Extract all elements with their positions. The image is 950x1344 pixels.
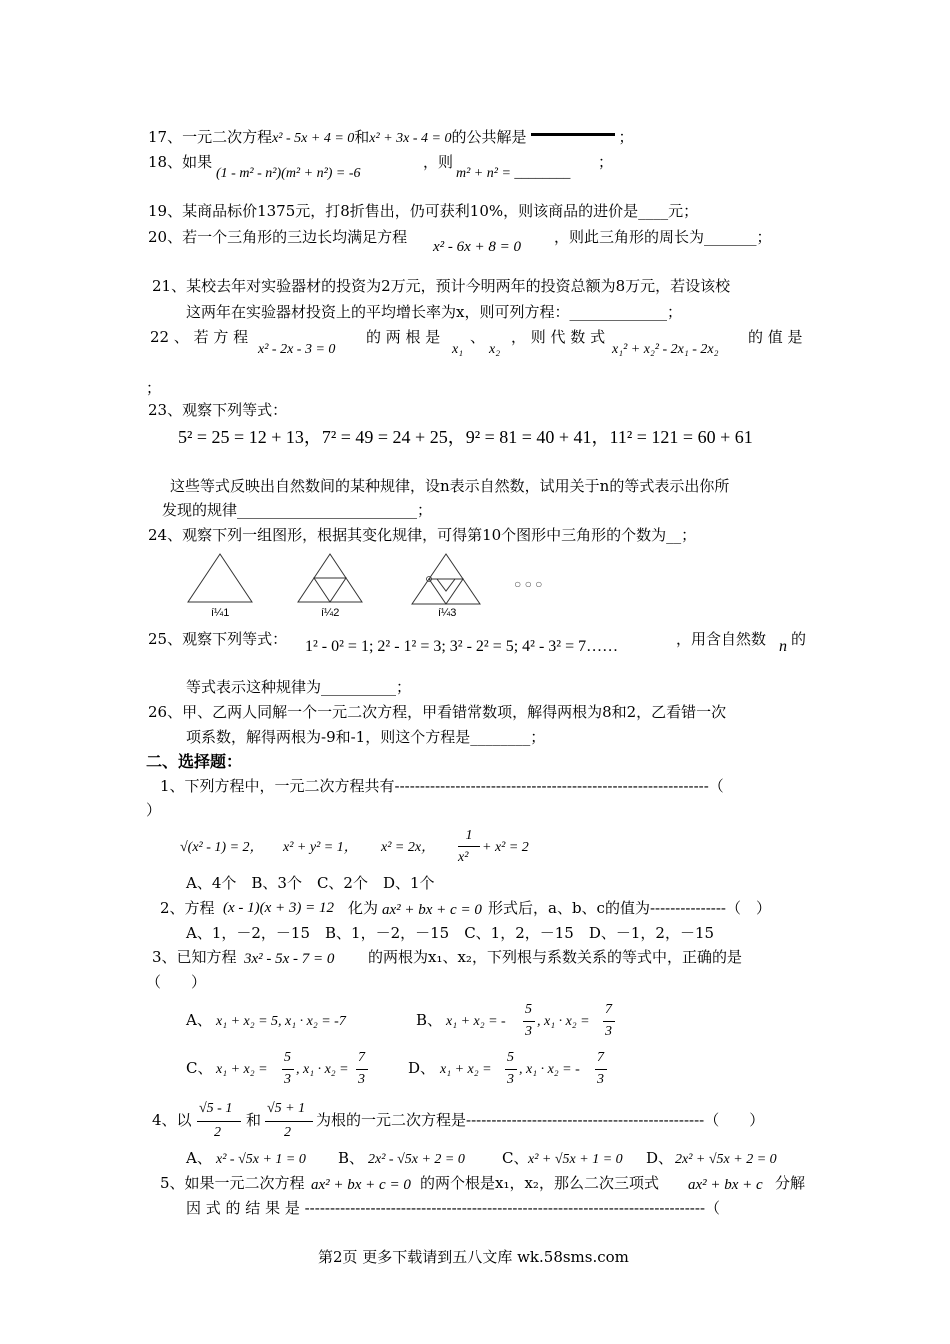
c3-c-f1-den: 3 bbox=[284, 1072, 291, 1087]
q22-expr: x₁² + x₂² - 2x₁ - 2x₂ bbox=[612, 342, 719, 357]
c3-option-d-label[interactable]: D、 bbox=[408, 1059, 436, 1077]
choice-3: 3、已知方程 bbox=[152, 948, 237, 966]
choice-1: 1、下列方程中，一元二次方程共有--------------------------------------------------------------（ bbox=[160, 777, 724, 795]
c2-options: A、1，－2，－15 B、1，－2，－15 C、1，2，－15 D、－1，2，－15 bbox=[186, 924, 715, 942]
c3-c-f2-num: 7 bbox=[358, 1050, 365, 1065]
section-choice-title: 二、选择题： bbox=[146, 752, 243, 771]
c4-f2-bar bbox=[265, 1121, 313, 1122]
c4-f1-num: √5 - 1 bbox=[199, 1101, 233, 1116]
c3-end: 的两根为x₁、x₂，下列根与系数关系的等式中，正确的是 bbox=[368, 948, 742, 966]
choice-1-close: ） bbox=[146, 801, 162, 819]
c4-option-c-label[interactable]: C、 bbox=[502, 1149, 529, 1167]
q20-end: ，则此三角形的周长为_______； bbox=[554, 228, 772, 246]
q25-end2: 的 bbox=[791, 630, 807, 648]
c4-option-b-label[interactable]: B、 bbox=[338, 1149, 365, 1167]
c3-d-f1-num: 5 bbox=[507, 1050, 514, 1065]
q20-eq: x² - 6x + 8 = 0 bbox=[433, 239, 522, 255]
c3-b-f1-den: 3 bbox=[525, 1024, 532, 1039]
c3-option-c-mid: , x₁ · x₂ = bbox=[296, 1062, 349, 1077]
page-footer: 第2页 更多下载请到五八文库 wk.58sms.com bbox=[318, 1248, 629, 1266]
c3-c-f1-num: 5 bbox=[284, 1050, 291, 1065]
c3-d-f2-den: 3 bbox=[597, 1072, 604, 1087]
q22-root1: x₁ bbox=[452, 342, 464, 357]
q22-eq: x² - 2x - 3 = 0 bbox=[258, 342, 336, 357]
question-23: 23、观察下列等式： bbox=[148, 401, 288, 419]
choice-5: 5、如果一元二次方程 bbox=[160, 1174, 305, 1192]
q17-answer-blank[interactable] bbox=[531, 133, 615, 136]
choice-4: 4、以 bbox=[152, 1111, 192, 1129]
question-18 bbox=[148, 152, 212, 172]
q17-tail: ； bbox=[618, 128, 634, 146]
fig3-label: í¼3 bbox=[438, 607, 457, 619]
c2-form: ax² + bx + c = 0 bbox=[382, 902, 482, 918]
c2-mid: 化为 bbox=[348, 899, 379, 917]
c3-option-c-label[interactable]: C、 bbox=[186, 1059, 213, 1077]
c3-d-f2-num: 7 bbox=[597, 1050, 604, 1065]
c5-eq: ax² + bx + c = 0 bbox=[311, 1177, 411, 1193]
q17-end: 的公共解是 bbox=[451, 128, 527, 146]
c3-d-f1-den: 3 bbox=[507, 1072, 514, 1087]
q18-mid: ，则 bbox=[423, 153, 454, 171]
q23-equations: 5² = 25 = 12 + 13，7² = 49 = 24 + 25，9² = 81 = 40 + 41，11² = 121 = 60 + 61 bbox=[178, 427, 753, 447]
q18-text: 18、如果 bbox=[148, 153, 213, 171]
q25-equations: 1² - 0² = 1; 2² - 1² = 3; 3² - 2² = 5; 4² - 3² = 7…… bbox=[305, 638, 619, 655]
c3-option-b-label[interactable]: B、 bbox=[416, 1011, 443, 1029]
question-21-line2: 这两年在实验器材投资上的平均增长率为x，则可列方程：_____________； bbox=[186, 303, 682, 321]
fig2-inner-triangle bbox=[314, 578, 346, 602]
fig3-small-triangle bbox=[437, 579, 455, 591]
q17-text: 17、一元二次方程 bbox=[148, 128, 273, 146]
q17-eq1: x² - 5x + 4 = 0 bbox=[272, 131, 355, 146]
choice-2: 2、方程 bbox=[160, 899, 215, 917]
q18-tail: ； bbox=[598, 153, 614, 171]
c4-end: 为根的一元二次方程是-----------------------------------------------（ ） bbox=[316, 1111, 765, 1129]
continuation-dots: ○ ○ ○ bbox=[514, 577, 543, 591]
c1-options: A、4个 B、3个 C、2个 D、1个 bbox=[186, 874, 435, 892]
q17-eq2: x² + 3x - 4 = 0 bbox=[369, 131, 452, 146]
c3-paren: （ ） bbox=[146, 973, 207, 991]
c1-frac-bar bbox=[458, 846, 480, 847]
q24-triangle-figures bbox=[180, 550, 570, 622]
q23-line2: 这些等式反映出自然数间的某种规律，设n表示自然数，试用关于n的等式表示出你所 bbox=[170, 477, 730, 495]
fig1-triangle bbox=[188, 554, 252, 602]
c1-frac-den: x² bbox=[458, 850, 469, 865]
question-24: 24、观察下列一组图形，根据其变化规律，可得第10个图形中三角形的个数为__； bbox=[148, 526, 697, 544]
c3-option-d-mid: , x₁ · x₂ = - bbox=[519, 1062, 580, 1077]
c3-option-b-pre: x₁ + x₂ = - bbox=[446, 1014, 506, 1029]
q17-mid: 和 bbox=[354, 128, 370, 146]
fig2-label: í¼2 bbox=[321, 607, 340, 619]
c3-option-d-pre: x₁ + x₂ = bbox=[440, 1062, 492, 1077]
c3-option-b-mid: , x₁ · x₂ = bbox=[537, 1014, 590, 1029]
q18-eq: (1 - m² - n²)(m² + n²) = -6 bbox=[216, 166, 361, 181]
c4-f2-den: 2 bbox=[284, 1125, 291, 1140]
c1-eq2: x² + y² = 1， bbox=[283, 840, 358, 855]
c4-f1-den: 2 bbox=[214, 1125, 221, 1140]
c4-f1-bar bbox=[197, 1121, 241, 1122]
q25-n: n bbox=[779, 638, 787, 655]
c4-option-d-eq: 2x² + √5x + 2 = 0 bbox=[675, 1152, 777, 1167]
q22-mid: 的 两 根 是 bbox=[366, 328, 441, 346]
c5-expr: ax² + bx + c bbox=[688, 1177, 763, 1193]
q22-root2: x₂ bbox=[489, 342, 501, 357]
question-20: 20、若一个三角形的三边长均满足方程 bbox=[148, 228, 408, 246]
c1-frac-num: 1 bbox=[465, 828, 473, 843]
c3-b-f2-den: 3 bbox=[605, 1024, 612, 1039]
question-25: 25、观察下列等式： bbox=[148, 630, 288, 648]
c1-eq3: x² = 2x， bbox=[381, 840, 436, 855]
q22-end: 的 值 是 bbox=[748, 328, 803, 346]
c3-option-a-label[interactable]: A、 bbox=[186, 1011, 212, 1029]
c1-frac-rest: + x² = 2 bbox=[482, 840, 529, 855]
c4-f2-num: √5 + 1 bbox=[267, 1101, 306, 1116]
c1-eq1: √(x² - 1) = 2， bbox=[180, 840, 264, 855]
c5-mid: 的两个根是x₁，x₂，那么二次三项式 bbox=[420, 1174, 659, 1192]
question-17 bbox=[148, 127, 634, 149]
q23-line3[interactable]: 发现的规律________________________； bbox=[162, 501, 433, 519]
c4-option-a-eq: x² - √5x + 1 = 0 bbox=[216, 1152, 306, 1167]
c5-line2: 因 式 的 结 果 是 -------------------------------------------------------------------------------（ bbox=[186, 1199, 721, 1217]
c3-option-c-pre: x₁ + x₂ = bbox=[216, 1062, 268, 1077]
question-26-line2[interactable]: 项系数，解得两根为-9和-1，则这个方程是________； bbox=[186, 728, 546, 746]
c3-b-f2-num: 7 bbox=[605, 1002, 612, 1017]
q22-tail: ； bbox=[146, 379, 162, 397]
c3-option-a-eq: x₁ + x₂ = 5, x₁ · x₂ = -7 bbox=[216, 1014, 346, 1029]
q22-sep: 、 bbox=[470, 328, 486, 346]
q22-mid2: ， 则 代 数 式 bbox=[511, 328, 606, 346]
c4-option-d-label[interactable]: D、 bbox=[646, 1149, 674, 1167]
q25-line2[interactable]: 等式表示这种规律为__________； bbox=[186, 678, 412, 696]
c4-option-a-label[interactable]: A、 bbox=[186, 1149, 212, 1167]
c2-end: 形式后，a、b、c的值为---------------（ ） bbox=[488, 899, 771, 917]
fig1-label: í¼1 bbox=[211, 607, 230, 619]
c3-b-f1-num: 5 bbox=[525, 1002, 532, 1017]
c3-eq: 3x² - 5x - 7 = 0 bbox=[244, 951, 335, 967]
q25-end: ，用含自然数 bbox=[676, 630, 767, 648]
c3-c-f2-den: 3 bbox=[358, 1072, 365, 1087]
q22-text: 22 、 若 方 程 bbox=[150, 328, 249, 346]
c4-option-c-eq: x² + √5x + 1 = 0 bbox=[528, 1152, 623, 1167]
c4-option-b-eq: 2x² - √5x + 2 = 0 bbox=[368, 1152, 465, 1167]
q18-ask[interactable]: m² + n² = ________ bbox=[456, 166, 571, 181]
c5-end: 分解 bbox=[775, 1174, 806, 1192]
question-26-line1: 26、甲、乙两人同解一个一元二次方程，甲看错常数项，解得两根为8和2，乙看错一次 bbox=[148, 703, 727, 721]
c2-eq: (x - 1)(x + 3) = 12 bbox=[223, 900, 335, 916]
c4-mid: 和 bbox=[246, 1111, 262, 1129]
question-21-line1: 21、某校去年对实验器材的投资为2万元，预计今明两年的投资总额为8万元，若设该校 bbox=[152, 277, 731, 295]
question-19: 19、某商品标价1375元，打8折售出，仍可获利10%，则该商品的进价是____元； bbox=[148, 202, 699, 220]
